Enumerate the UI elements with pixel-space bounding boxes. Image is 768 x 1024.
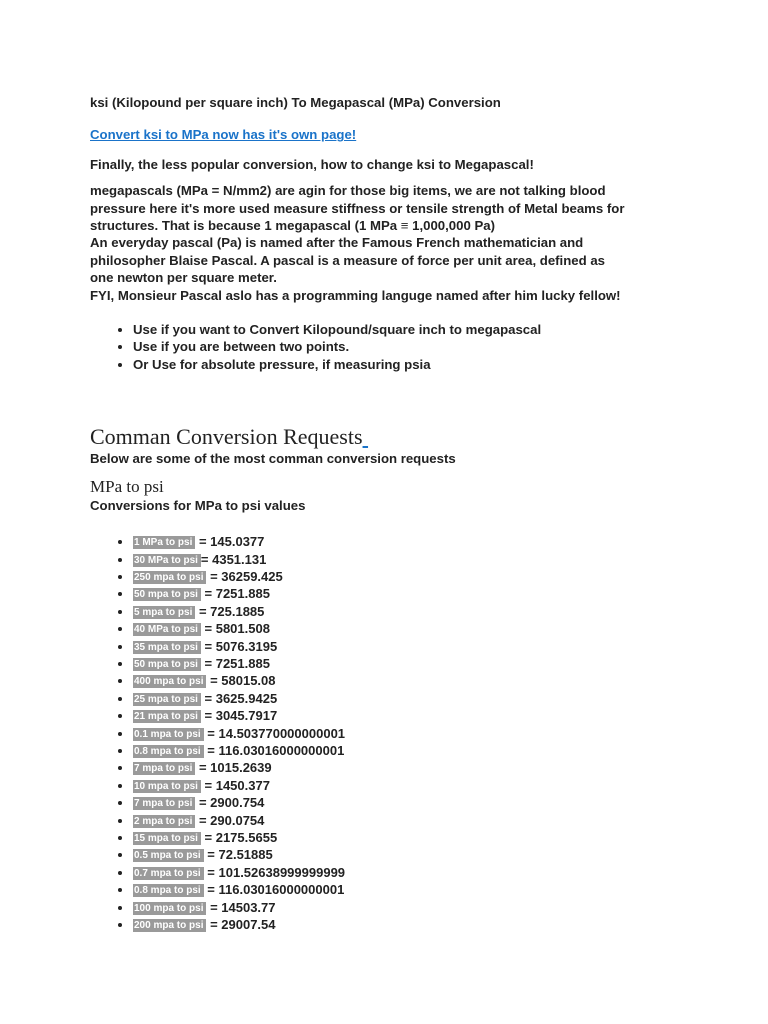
conversion-list: [90, 533, 690, 933]
conversion-value: = 5076.3195: [200, 638, 278, 654]
conversion-value: = 5801.508: [200, 621, 270, 637]
conversion-link[interactable]: 250 mpa to psi: [133, 571, 206, 584]
conversion-value: = 3625.9425: [200, 690, 278, 706]
conversion-item: [133, 846, 690, 863]
conversion-item: [133, 655, 690, 672]
conversion-value: = 290.0754: [195, 812, 265, 828]
conversion-link[interactable]: 400 mpa to psi: [133, 675, 206, 688]
conversion-value: = 2175.5655: [200, 830, 278, 845]
conversion-link[interactable]: 200 mpa to psi: [133, 919, 206, 932]
conversion-value: = 3045.7917: [200, 708, 278, 724]
conversion-item: [133, 759, 690, 776]
conversion-value: = 36259.425: [206, 568, 283, 584]
conversion-value: = 725.1885: [195, 603, 265, 619]
conversion-link[interactable]: 50 mpa to psi: [133, 658, 201, 671]
conversion-item: [133, 585, 690, 602]
paragraph-line: one newton per square meter.: [90, 270, 277, 286]
conversion-link[interactable]: 25 mpa to psi: [133, 693, 201, 706]
conversion-link[interactable]: 0.8 mpa to psi: [133, 745, 204, 758]
conversion-link[interactable]: 0.1 mpa to psi: [133, 728, 204, 741]
conversion-value: = 14503.77: [206, 899, 276, 915]
conversion-link[interactable]: 5 mpa to psi: [133, 606, 195, 619]
conversion-item: [133, 899, 690, 916]
conversion-value: = 4351.131: [200, 551, 267, 567]
paragraph-line: FYI, Monsieur Pascal aslo has a programming languge named after him lucky fellow!: [90, 287, 621, 303]
page-heading: ksi (Kilopound per square inch) To Megapascal (MPa) Conversion: [90, 95, 501, 110]
conversion-link[interactable]: 50 mpa to psi: [133, 588, 201, 601]
paragraph-line: An everyday pascal (Pa) is named after the Famous French mathematician and: [90, 235, 584, 251]
conversion-item: [133, 916, 690, 933]
conversion-value: = 2900.754: [195, 795, 265, 811]
conversion-item: [133, 672, 690, 689]
conversion-item: [133, 864, 690, 881]
conversion-value: = 7251.885: [200, 655, 270, 671]
conversion-link[interactable]: 7 mpa to psi: [133, 762, 195, 775]
conversion-link[interactable]: 15 mpa to psi: [133, 832, 201, 845]
conversion-value: = 1450.377: [200, 777, 270, 793]
conversion-item: [133, 690, 690, 707]
conversion-value: = 145.0377: [195, 534, 265, 550]
conversion-item: [133, 533, 690, 550]
conversion-item: [133, 777, 690, 794]
conversion-value: = 72.51885: [203, 847, 273, 863]
conversion-item: [133, 794, 690, 811]
usage-item: • Use if you are between two points.: [133, 338, 690, 355]
conversion-link[interactable]: 0.8 mpa to psi: [133, 884, 204, 897]
conversion-item: [133, 568, 690, 585]
conversion-value: = 101.52638999999999: [203, 864, 346, 880]
conversion-value: = 116.03016000000001: [203, 882, 345, 898]
conversion-value: = 58015.08: [206, 673, 276, 689]
conversion-link[interactable]: 1 MPa to psi: [133, 536, 195, 549]
usage-item: • Or Use for absolute pressure, if measuring psia: [133, 356, 690, 373]
conversion-link[interactable]: 2 mpa to psi: [133, 815, 195, 828]
conversion-item: [133, 638, 690, 655]
section-title: [90, 424, 690, 450]
conversion-link[interactable]: 30 MPa to psi: [133, 554, 201, 567]
conversion-item: [133, 551, 690, 568]
article: [90, 94, 690, 933]
conversion-item: [133, 725, 690, 742]
conversion-item: [133, 742, 690, 759]
mpa-subtitle: Conversions for MPa to psi values: [90, 497, 306, 513]
paragraph-line: megapascals (MPa = N/mm2) are agin for those big items, we are not talking blood: [90, 183, 606, 199]
conversion-item: [133, 620, 690, 637]
description-paragraph: [90, 182, 690, 304]
conversion-item: [133, 707, 690, 724]
conversion-item: [133, 812, 690, 829]
conversion-link[interactable]: 7 mpa to psi: [133, 797, 195, 810]
paragraph-line: pressure here it's more used measure stiffness or tensile strength of Metal beams for: [90, 200, 625, 216]
conversion-item: [133, 603, 690, 620]
section-subtitle: Below are some of the most comman conversion requests: [90, 451, 456, 467]
conversion-item: [133, 829, 690, 846]
conversion-link[interactable]: 21 mpa to psi: [133, 710, 201, 723]
conversion-link[interactable]: 10 mpa to psi: [133, 780, 201, 793]
conversion-value: = 7251.885: [200, 586, 270, 602]
usage-item: • Use if you want to Convert Kilopound/square inch to megapascal: [133, 321, 690, 338]
conversion-value: = 1015.2639: [195, 760, 272, 776]
conversion-value: = 29007.54: [206, 917, 276, 933]
conversion-link[interactable]: 0.5 mpa to psi: [133, 849, 204, 862]
conversion-value: = 116.03016000000001: [203, 742, 345, 758]
conversion-link[interactable]: 100 mpa to psi: [133, 902, 206, 915]
intro-text: Finally, the less popular conversion, how to change ksi to Megapascal!: [90, 156, 534, 172]
conversion-link[interactable]: 0.7 mpa to psi: [133, 867, 204, 880]
conversion-link[interactable]: 35 mpa to psi: [133, 641, 201, 654]
section-title-text: Comman Conversion Requests: [90, 424, 363, 450]
conversion-value: = 14.503770000000001: [203, 725, 346, 741]
paragraph-line: philosopher Blaise Pascal. A pascal is a measure of force per unit area, defined as: [90, 252, 605, 268]
usage-list: [90, 321, 690, 373]
conversion-item: [133, 881, 690, 898]
paragraph-line: structures. That is because 1 megapascal (1 MPa ≡ 1,000,000 Pa): [90, 218, 495, 234]
section-anchor-link[interactable]: [363, 424, 369, 449]
mpa-title: MPa to psi: [90, 476, 164, 496]
convert-ksi-link[interactable]: Convert ksi to MPa now has it's own page!: [90, 127, 357, 143]
conversion-link[interactable]: 40 MPa to psi: [133, 623, 201, 636]
